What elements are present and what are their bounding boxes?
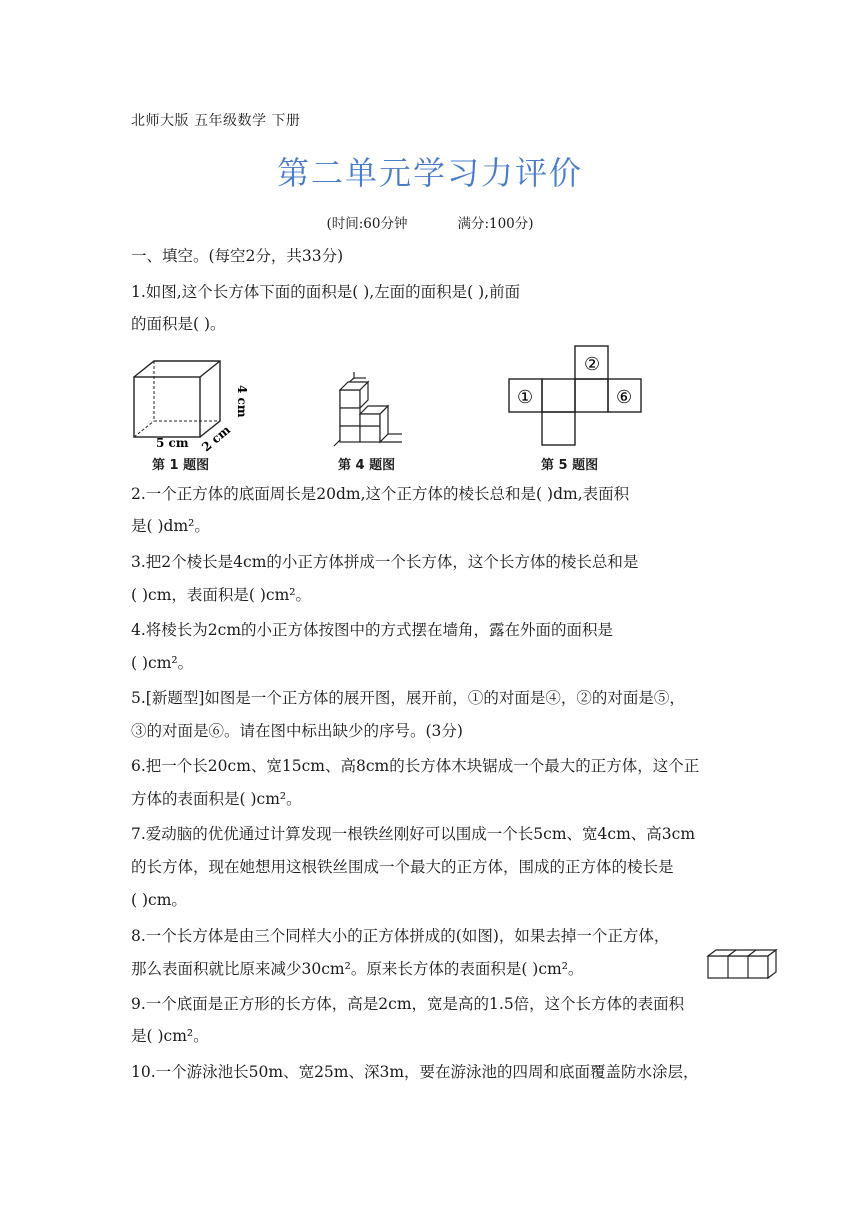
figure-1-cuboid bbox=[130, 355, 249, 455]
question-7-line-3: ( )cm。 bbox=[131, 891, 187, 909]
question-3-line-2: ( )cm，表面积是( )cm²。 bbox=[131, 586, 312, 604]
section-heading: 一、填空。(每空2分，共33分) bbox=[131, 247, 344, 265]
question-2-line-2: 是( )dm²。 bbox=[131, 517, 210, 535]
question-10-line-1: 10.一个游泳池长50m、宽25m、深3m，要在游泳池的四周和底面覆盖防水涂层， bbox=[131, 1063, 699, 1081]
figure-1-caption: 第 1 题图 bbox=[152, 458, 210, 473]
figure-1-width-label: 2 cm bbox=[199, 422, 234, 455]
exam-score: 满分:100分) bbox=[457, 216, 534, 232]
net-label-right: ⑥ bbox=[616, 387, 633, 408]
net-label-top: ② bbox=[584, 354, 601, 375]
exam-time: (时间:60分钟 bbox=[326, 216, 408, 232]
question-6-line-1: 6.把一个长20cm、宽15cm、高8cm的长方体木块锯成一个最大的正方体，这个正 bbox=[131, 757, 700, 775]
question-8-line-1: 8.一个长方体是由三个同样大小的正方体拼成的(如图)，如果去掉一个正方体， bbox=[131, 927, 670, 945]
figure-8-three-cubes bbox=[706, 948, 780, 982]
question-9-line-1: 9.一个底面是正方形的长方体，高是2cm，宽是高的1.5倍，这个长方体的表面积 bbox=[131, 995, 685, 1013]
edition-header: 北师大版 五年级数学 下册 bbox=[131, 113, 301, 129]
question-4-line-2: ( )cm²。 bbox=[131, 654, 194, 672]
figure-5-cube-net bbox=[505, 344, 645, 448]
question-5-line-2: ③的对面是⑥。请在图中标出缺少的序号。(3分) bbox=[131, 722, 463, 740]
figure-4-caption: 第 4 题图 bbox=[338, 458, 396, 473]
question-1-line-2: 的面积是( )。 bbox=[131, 315, 226, 333]
question-2-line-1: 2.一个正方体的底面周长是20dm,这个正方体的棱长总和是( )dm,表面积 bbox=[131, 485, 630, 503]
net-label-left: ① bbox=[517, 387, 534, 408]
question-4-line-1: 4.将棱长为2cm的小正方体按图中的方式摆在墙角，露在外面的面积是 bbox=[131, 621, 614, 639]
figure-5-caption: 第 5 题图 bbox=[541, 458, 599, 473]
question-7-line-1: 7.爱动脑的优优通过计算发现一根铁丝刚好可以围成一个长5cm、宽4cm、高3cm bbox=[131, 825, 696, 843]
question-1-line-1: 1.如图,这个长方体下面的面积是( ),左面的面积是( ),前面 bbox=[131, 283, 521, 301]
question-8-line-2: 那么表面积就比原来减少30cm²。原来长方体的表面积是( )cm²。 bbox=[131, 960, 584, 978]
question-5-line-1: 5.[新题型]如图是一个正方体的展开图，展开前，①的对面是④，②的对面是⑤， bbox=[131, 689, 685, 707]
figure-1-length-label: 5 cm bbox=[156, 436, 189, 450]
question-3-line-1: 3.把2个棱长是4cm的小正方体拼成一个长方体，这个长方体的棱长总和是 bbox=[131, 553, 639, 571]
figure-1-height-label: 4 cm bbox=[235, 385, 249, 418]
figure-4-corner-cubes bbox=[330, 368, 410, 450]
question-7-line-2: 的长方体，现在她想用这根铁丝围成一个最大的正方体，围成的正方体的棱长是 bbox=[131, 858, 674, 876]
question-6-line-2: 方体的表面积是( )cm²。 bbox=[131, 790, 302, 808]
exam-meta bbox=[0, 212, 860, 232]
question-9-line-2: 是( )cm²。 bbox=[131, 1027, 209, 1045]
page-title: 第二单元学习力评价 bbox=[276, 154, 583, 192]
